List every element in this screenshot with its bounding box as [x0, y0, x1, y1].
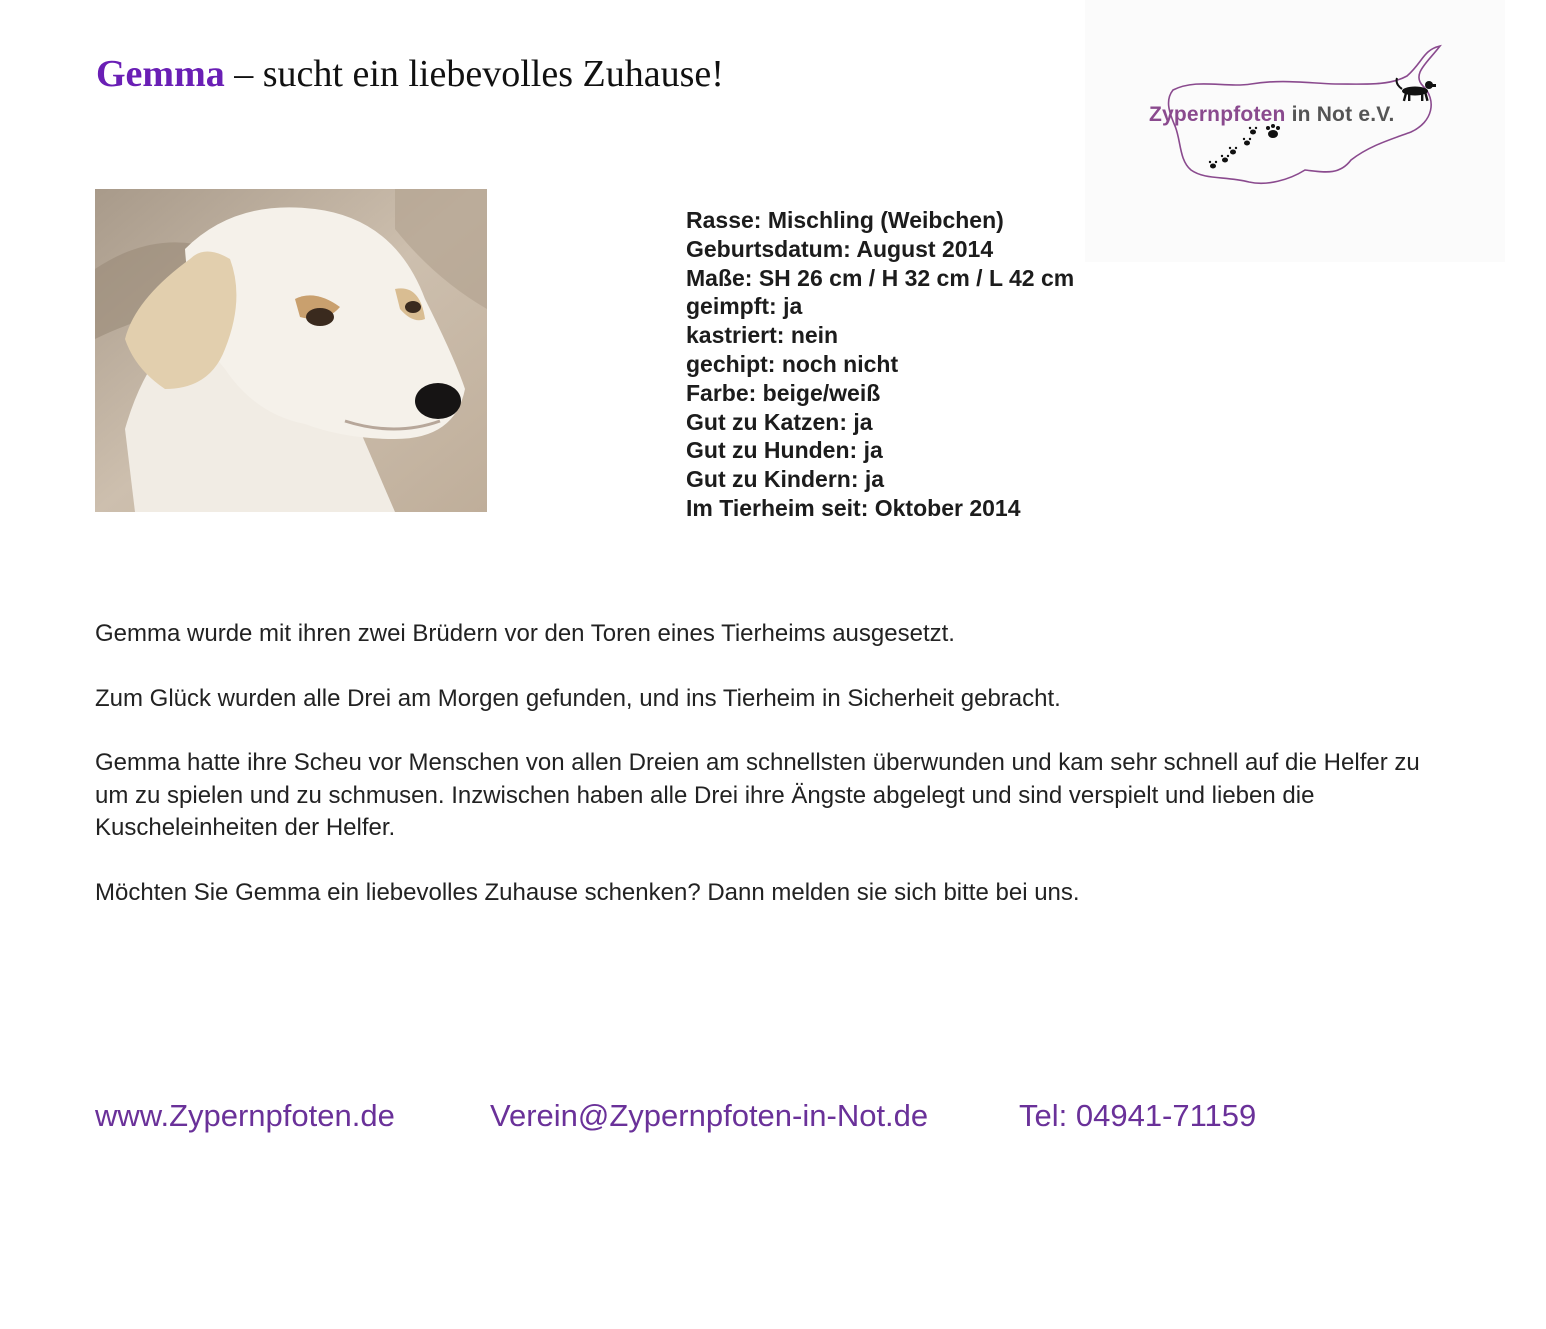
story-paragraph: Möchten Sie Gemma ein liebevolles Zuhause schenken? Dann melden sie sich bitte bei uns. [95, 878, 1080, 906]
fact-measurements: Maße: SH 26 cm / H 32 cm / L 42 cm [686, 264, 1075, 291]
organization-logo [1085, 0, 1505, 262]
dog-name: Gemma [96, 53, 225, 95]
fact-good-with-cats: Gut zu Katzen: ja [686, 408, 873, 435]
email-link[interactable]: Verein@Zypernpfoten-in-Not.de [490, 1098, 929, 1133]
fact-good-with-children: Gut zu Kindern: ja [686, 466, 885, 493]
website-link[interactable]: www.Zypernpfoten.de [95, 1098, 395, 1133]
fact-chipped: gechipt: noch nicht [686, 350, 899, 377]
page-title [96, 52, 724, 96]
story-paragraph: Zum Glück wurden alle Drei am Morgen gefunden, und ins Tierheim in Sicherheit gebracht. [95, 684, 1061, 712]
fact-shelter-since: Im Tierheim seit: Oktober 2014 [686, 494, 1021, 521]
fact-color: Farbe: beige/weiß [686, 379, 881, 406]
fact-good-with-dogs: Gut zu Hunden: ja [686, 437, 883, 464]
fact-neutered: kastriert: nein [686, 322, 839, 349]
fact-vaccinated: geimpft: ja [686, 293, 803, 320]
phone-number: Tel: 04941-71159 [1019, 1098, 1257, 1133]
story-paragraph: Gemma wurde mit ihren zwei Brüdern vor den Toren eines Tierheims ausgesetzt. [95, 620, 955, 647]
title-tagline: – sucht ein liebevolles Zuhause! [224, 53, 724, 95]
logo-text [1149, 103, 1395, 127]
fact-birth-date: Geburtsdatum: August 2014 [686, 235, 994, 262]
dog-photo [95, 189, 487, 512]
fact-breed: Rasse: Mischling (Weibchen) [686, 207, 1004, 233]
paw-prints-icon [1209, 124, 1280, 169]
logo-text-rest: in Not e.V. [1285, 103, 1395, 126]
story-text [95, 618, 1455, 941]
dog-facts-list [686, 206, 1074, 523]
cyprus-map-icon [1085, 0, 1505, 262]
story-paragraph: Gemma hatte ihre Scheu vor Menschen von allen Dreien am schnellsten überwunden und kam sehr schnell auf die Helfer zu um zu spielen und zu schmusen. Inzwischen haben alle Drei ihre Ängste abgelegt und sind verspielt und lieben die Kuscheleinheiten der Helfer. [95, 749, 1420, 841]
logo-text-main: Zypernpfoten [1149, 103, 1286, 126]
